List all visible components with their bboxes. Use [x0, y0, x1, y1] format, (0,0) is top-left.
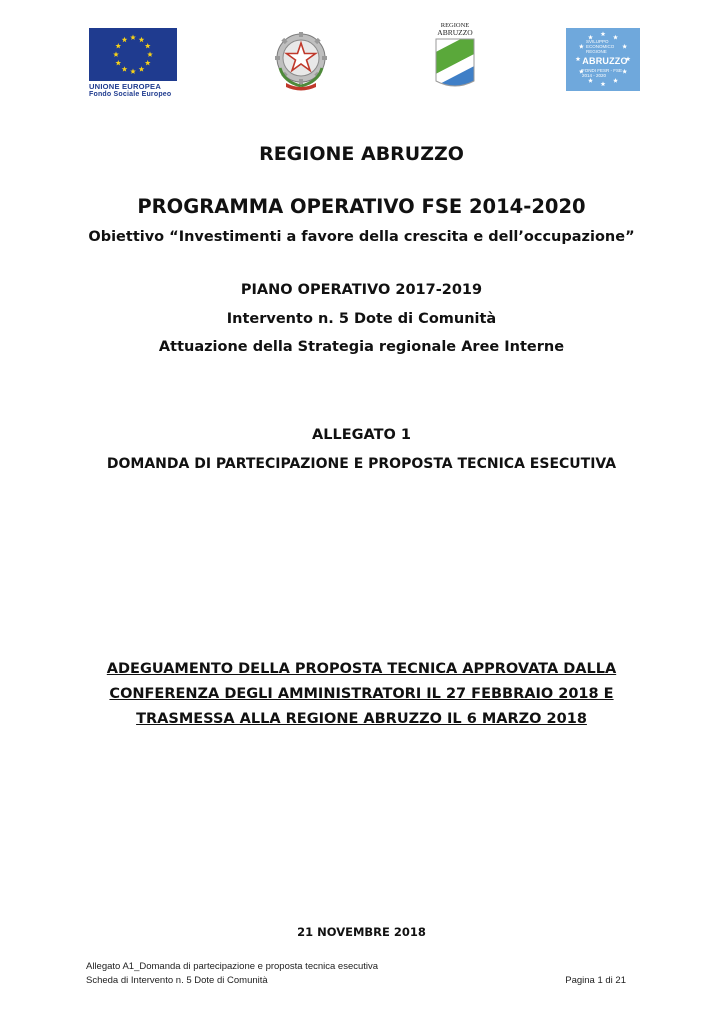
star-icon — [130, 35, 136, 40]
star-icon — [613, 78, 618, 83]
adeguamento-line-1: ADEGUAMENTO DELLA PROPOSTA TECNICA APPROVATA DALLA — [106, 661, 617, 677]
star-icon — [130, 69, 136, 74]
intervento-line: Intervento n. 5 Dote di Comunità — [226, 311, 497, 327]
star-icon — [588, 78, 593, 83]
allegato-title: ALLEGATO 1 — [312, 427, 411, 443]
programma-title: PROGRAMMA OPERATIVO FSE 2014-2020 — [137, 195, 586, 218]
attuazione-line: Attuazione della Strategia regionale Aree Interne — [158, 339, 565, 355]
eu-flag-icon — [89, 28, 177, 81]
adeguamento-line-3: TRASMESSA ALLA REGIONE ABRUZZO IL 6 MARZO 2018 — [136, 711, 587, 727]
star-icon — [601, 81, 606, 86]
fse-big-text: ABRUZZO — [582, 56, 628, 66]
star-icon — [147, 52, 153, 57]
star-icon — [113, 52, 119, 57]
footer-scheda-text: Scheda di Intervento n. 5 Dote di Comunità — [86, 975, 268, 986]
piano-title: PIANO OPERATIVO 2017-2019 — [240, 282, 483, 298]
eu-logo — [89, 28, 179, 99]
star-icon — [115, 60, 121, 65]
star-icon — [145, 43, 151, 48]
fse-small-line3: REGIONE — [586, 49, 607, 54]
fse-abruzzo-logo — [566, 28, 640, 91]
page-number: Pagina 1 di 21 — [565, 975, 626, 986]
abruzzo-logo-text — [430, 22, 480, 36]
footer-line-1 — [86, 961, 626, 972]
abruzzo-logo-line2: ABRUZZO — [437, 28, 473, 37]
allegato-subtitle: DOMANDA DI PARTECIPAZIONE E PROPOSTA TECNICA ESECUTIVA — [106, 456, 617, 472]
fse-years-line2: 2014 - 2020 — [582, 73, 607, 78]
star-icon — [601, 31, 606, 36]
fse-years-line1: FONDI FESR - FSE — [582, 68, 623, 73]
star-icon — [122, 66, 128, 71]
italian-republic-emblem-icon — [272, 28, 330, 92]
star-icon — [139, 66, 145, 71]
eu-caption-line1: UNIONE EUROPEA — [89, 82, 161, 91]
star-icon — [145, 60, 151, 65]
star-icon — [122, 37, 128, 42]
adeguamento-line-2: CONFERENZA DEGLI AMMINISTRATORI IL 27 FEBBRAIO 2018 E — [109, 686, 614, 702]
document-date: 21 NOVEMBRE 2018 — [297, 925, 426, 939]
star-icon — [115, 43, 121, 48]
footer-line-2 — [86, 975, 626, 986]
star-icon — [139, 37, 145, 42]
fse-years — [582, 68, 622, 78]
regione-abruzzo-logo — [430, 22, 480, 93]
eu-caption — [89, 83, 179, 99]
region-title: REGIONE ABRUZZO — [259, 143, 464, 165]
footer-allegato-text: Allegato A1_Domanda di partecipazione e proposta tecnica esecutiva — [86, 961, 379, 972]
abruzzo-shield-icon — [430, 37, 480, 93]
star-icon — [622, 69, 627, 74]
fse-small-line2: ECONOMICO — [586, 44, 615, 49]
fse-small-line1: SVILUPPO — [586, 39, 609, 44]
obiettivo-subtitle: Obiettivo “Investimenti a favore della crescita e dell’occupazione” — [88, 229, 635, 245]
eu-caption-line2: Fondo Sociale Europeo — [89, 91, 172, 98]
adeguamento-block — [0, 657, 723, 732]
eu-stars-icon — [89, 28, 177, 81]
abruzzo-logo-line1: REGIONE — [440, 22, 470, 29]
star-icon — [579, 44, 584, 49]
